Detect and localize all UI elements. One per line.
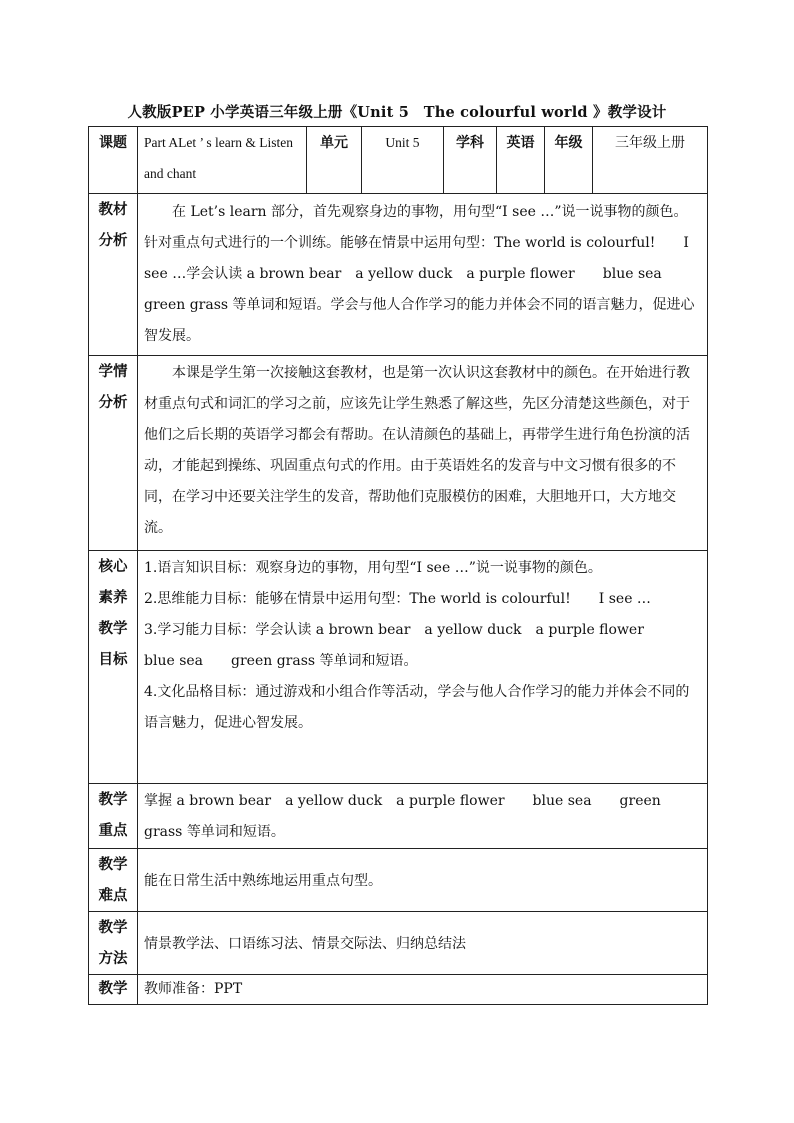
grade-label: 年级	[545, 127, 593, 194]
key-points-row	[89, 784, 708, 849]
goal-item: 3.学习能力目标：学会认读 a brown bear a yellow duck a purple flower blue sea green grass 等单词和短语。	[144, 622, 672, 669]
methods-label: 教学 方法	[89, 912, 138, 975]
topic-label: 课题	[89, 127, 138, 194]
difficulties-label: 教学 难点	[89, 849, 138, 912]
student-analysis-row	[89, 356, 708, 551]
difficulties-row	[89, 849, 708, 912]
student-analysis-label: 学情 分析	[89, 356, 138, 551]
goal-item: 1.语言知识目标：观察身边的事物，用句型“I see …”说一说事物的颜色。	[144, 560, 602, 576]
unit-value: Unit 5	[362, 127, 444, 194]
core-goals-list	[138, 551, 708, 784]
material-analysis-row	[89, 194, 708, 356]
unit-label: 单元	[307, 127, 362, 194]
difficulties-text: 能在日常生活中熟练地运用重点句型。	[138, 849, 708, 912]
material-analysis-label: 教材 分析	[89, 194, 138, 356]
preparation-text: 教师准备：PPT	[138, 975, 708, 1005]
header-row	[89, 127, 708, 194]
goal-item: 4.文化品格目标：通过游戏和小组合作等活动，学会与他人合作学习的能力并体会不同的语言魅力，促进心智发展。	[144, 684, 690, 731]
document-title: 人教版PEP 小学英语三年级上册《Unit 5 The colourful world 》教学设计	[127, 104, 667, 121]
core-goals-row	[89, 551, 708, 784]
goal-item: 2.思维能力目标：能够在情景中运用句型：The world is colourful! I see …	[144, 591, 651, 607]
preparation-row	[89, 975, 708, 1005]
grade-value: 三年级上册	[593, 127, 708, 194]
core-goals-label: 核心 素养 教学 目标	[89, 551, 138, 784]
material-analysis-text: 在 Let’s learn 部分，首先观察身边的事物，用句型“I see …”说一说事物的颜色。针对重点句式进行的一个训练。能够在情景中运用句型：The world is colourful! I see …学会认读 a brown bear a yellow duck a purple flower blue sea green grass 等单词和短语。学会与他人合作学习的能力并体会不同的语言魅力，促进心智发展。	[138, 194, 708, 356]
subject-label: 学科	[444, 127, 497, 194]
key-points-text: 掌握 a brown bear a yellow duck a purple flower blue sea green grass 等单词和短语。	[138, 784, 708, 849]
methods-text: 情景教学法、口语练习法、情景交际法、归纳总结法	[138, 912, 708, 975]
student-analysis-text: 本课是学生第一次接触这套教材，也是第一次认识这套教材中的颜色。在开始进行教材重点句式和词汇的学习之前，应该先让学生熟悉了解这些，先区分清楚这些颜色，对于他们之后长期的英语学习都会有帮助。在认清颜色的基础上，再带学生进行角色扮演的活动，才能起到操练、巩固重点句式的作用。由于英语姓名的发音与中文习惯有很多的不同，在学习中还要关注学生的发音，帮助他们克服模仿的困难，大胆地开口，大方地交流。	[138, 356, 708, 551]
preparation-label: 教学	[89, 975, 138, 1005]
methods-row	[89, 912, 708, 975]
subject-value: 英语	[497, 127, 545, 194]
topic-value: Part ALet ’ s learn & Listen and chant	[138, 127, 307, 194]
key-points-label: 教学 重点	[89, 784, 138, 849]
lesson-plan-table	[88, 126, 708, 1005]
